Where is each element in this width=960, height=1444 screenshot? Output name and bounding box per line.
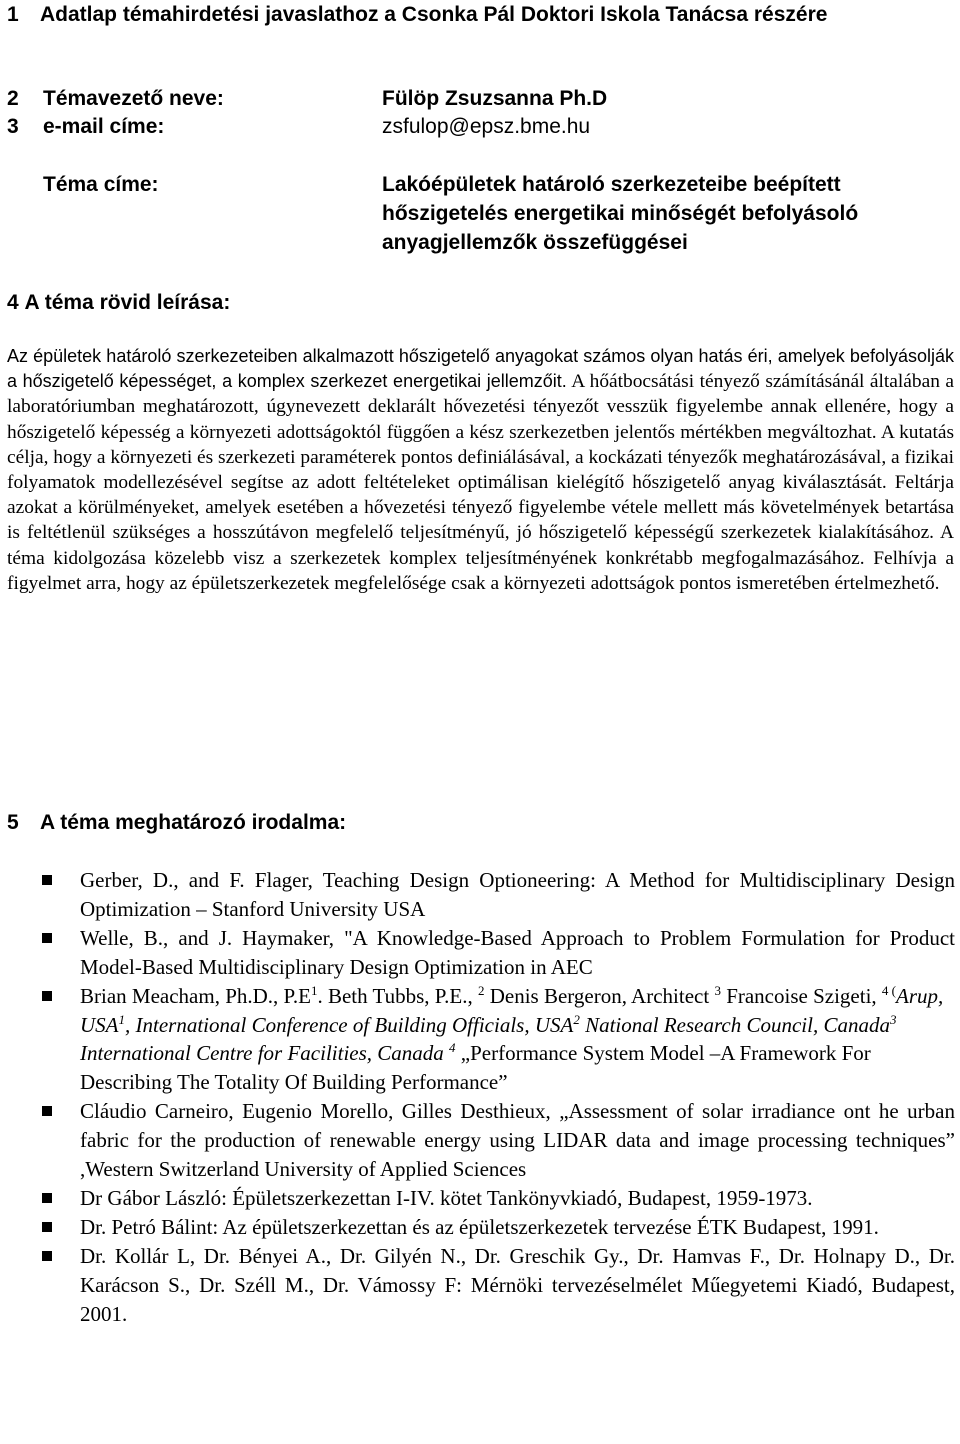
reference-text: Dr Gábor László: Épületszerkezettan I-IV. kötet Tankönyvkiadó, Budapest, 1959-1973. (80, 1185, 813, 1210)
abstract-body: A hőátbocsátási tényező számításánál általában a laboratóriumban meghatározott, úgynevezett deklarált hővezetési tényezőt vesszük figyelembe annak ellenére, hogy a hőszigetelő képesség a környezeti adottságoktól függően a kész szerkezetben jelentős mértékben megváltozhat. A kutatás célja, hogy a környezeti és szerkezeti paraméterek pontos definiálásával, a kockázati tényezők meghatározásával, a fizikai folyamatok modellezésével segítse az adott feltételeket optimálisan kielégítő hőszigetelő anyag kiválasztását. Feltárja azokat a körülményeket, amelyek esetében a hővezetési tényező figyelembe vétele mellett más követelmények betartása is feltétlenül szükséges a hosszútávon megfelelő teljesítményű, jó hőszigetelő képességű szerkezetek kialakításához. A téma kidolgozása közelebb visz a szerkezetek komplex teljesítményének konkrétabb megfogalmazásához. Felhívja a figyelmet arra, hogy az épületszerkezetek megfelelősége csak a környezeti adottságok pontos ismeretében értelmezhető. (7, 371, 955, 594)
reference-list (0, 866, 960, 1329)
heading-text: A téma meghatározó irodalma: (40, 811, 347, 834)
square-bullet-icon (42, 991, 52, 1001)
square-bullet-icon (42, 1251, 52, 1261)
topic-title (382, 170, 902, 257)
heading-number: 1 (7, 3, 19, 26)
reference-item (0, 1097, 960, 1184)
reference-text: Dr. Kollár L, Dr. Bényei A., Dr. Gilyén N., Dr. Greschik Gy., Dr. Hamvas F., Dr. Holnapy D., Dr. Karácson S., Dr. Széll M., Dr. Vámossy F: Mérnöki tervezéselmélet Műegyetemi Kiadó, Budapest, 2001. (80, 1243, 955, 1326)
reference-superscript: 4 ( (881, 982, 896, 998)
abstract-paragraph (7, 344, 954, 596)
heading-text: A téma rövid leírása: (24, 291, 231, 314)
heading-description (7, 288, 230, 317)
reference-affiliation: National Research Council, Canada (579, 1012, 890, 1037)
reference-affiliation: Arup, USA (80, 983, 944, 1037)
reference-text: Welle, B., and J. Haymaker, "A Knowledge-Based Approach to Problem Formulation for Product Model-Based Multidisciplinary Design Optimization in AEC (80, 925, 955, 979)
reference-superscript: 4 (449, 1040, 456, 1056)
reference-superscript: 1 (310, 982, 318, 998)
reference-superscript: 2 (477, 982, 485, 998)
reference-item (0, 1184, 960, 1213)
reference-affiliation: , International Conference of Building Officials, USA (125, 1012, 574, 1037)
reference-item (0, 1213, 960, 1242)
email-label: e-mail címe: (43, 115, 165, 138)
reference-superscript: 3 (889, 1011, 897, 1027)
heading-text: Adatlap témahirdetési javaslathoz a Csonka Pál Doktori Iskola Tanácsa részére (40, 3, 828, 26)
reference-text: Dr. Petró Bálint: Az épületszerkezettan és az épületszerkezetek tervezése ÉTK Budapest, 1991. (80, 1214, 879, 1239)
supervisor-label: Témavezető neve: (43, 87, 224, 110)
supervisor-value: Fülöp Zsuzsanna Ph.D (382, 87, 608, 110)
reference-text: Gerber, D., and F. Flager, Teaching Design Optioneering: A Method for Multidisciplinary Design Optimization – Stanford University USA (80, 868, 955, 921)
reference-superscript: 3 (714, 982, 721, 998)
reference-author: Denis Bergeron, Architect (484, 983, 715, 1008)
supervisor-number: 2 (7, 87, 19, 110)
reference-item (0, 866, 960, 924)
heading-number: 5 (7, 811, 19, 834)
square-bullet-icon (42, 875, 52, 885)
reference-author: Francoise Szigeti, (720, 983, 882, 1008)
reference-author: . Beth Tubbs, P.E., (317, 983, 478, 1008)
square-bullet-icon (42, 1222, 52, 1232)
heading-number: 4 (7, 291, 19, 314)
reference-superscript: 2 (573, 1011, 580, 1027)
square-bullet-icon (42, 1193, 52, 1203)
topic-title-line: Lakóépületek határoló szerkezeteibe beépített (382, 173, 841, 196)
reference-text: Cláudio Carneiro, Eugenio Morello, Gilles Desthieux, „Assessment of solar irradiance ont he urban fabric for the production of renewable energy using LIDAR data and image processing techniques” ,Western Switzerland University of Applied Sciences (80, 1099, 955, 1182)
reference-title: „Performance System Model –A Framework For Describing The Totality Of Building Performance” (80, 1041, 871, 1095)
email-value: zsfulop@epsz.bme.hu (382, 115, 591, 138)
reference-superscript: 1 (118, 1011, 125, 1027)
reference-item (0, 1242, 960, 1329)
topic-title-line: hőszigetelés energetikai minőségét befolyásoló (382, 202, 859, 225)
square-bullet-icon (42, 1106, 52, 1116)
reference-item (0, 924, 960, 982)
square-bullet-icon (42, 933, 52, 943)
reference-item (0, 982, 960, 1098)
topic-title-line: anyagjellemzők összefüggései (382, 231, 688, 254)
heading-form-title (7, 0, 827, 29)
topic-label: Téma címe: (43, 173, 159, 196)
heading-literature (7, 808, 346, 837)
reference-affiliation: International Centre for Facilities, Canada (80, 1041, 450, 1066)
reference-author: Brian Meacham, Ph.D., P.E (80, 983, 311, 1008)
abstract-intro: Az épületek határoló szerkezeteiben alkalmazott hőszigetelő anyagokat számos olyan hatás éri, amelyek befolyásolják a hőszigetelő képességet, a komplex szerkezet energetikai jellemzőit. (7, 346, 954, 392)
email-number: 3 (7, 115, 19, 138)
